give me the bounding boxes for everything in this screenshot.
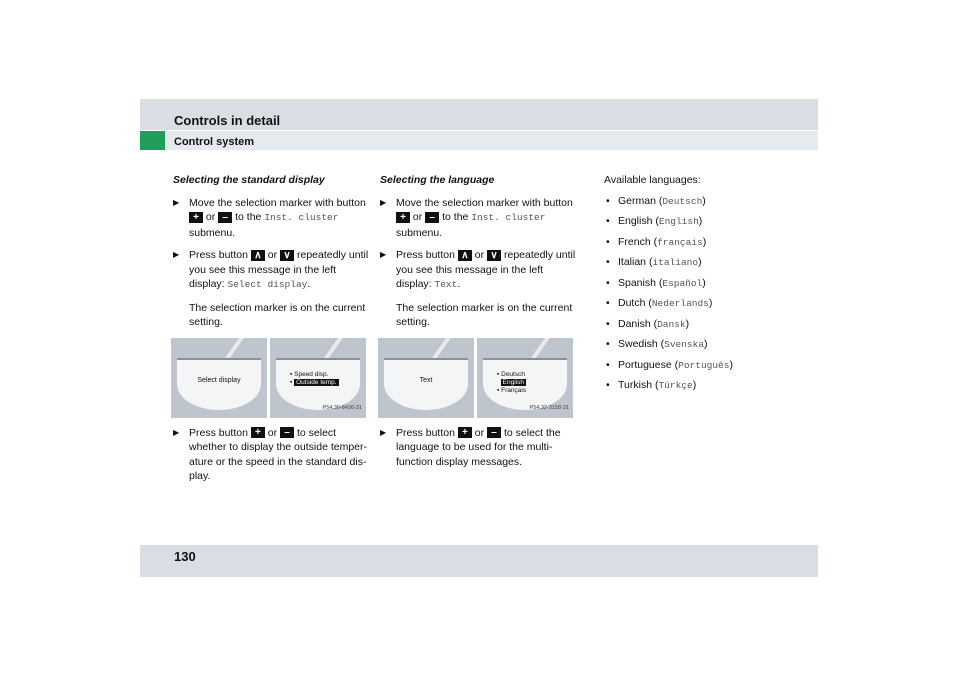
display-panel-right: ▪ Speed disp. ▪ Outside temp. P54.30-8436-31 <box>270 338 366 418</box>
plus-key-icon: + <box>251 427 265 438</box>
list-item: • Dutch (Nederlands) <box>604 296 804 312</box>
display-figure <box>171 338 373 418</box>
step: ▶ Press button ∧ or ∨ repeatedly until you see this message in the left display: Select display. <box>173 248 373 293</box>
step: ▶ Move the selection marker with button + or – to the Inst. cluster submenu. <box>380 196 580 241</box>
section-heading: Selecting the language <box>380 174 495 186</box>
page-number: 130 <box>174 549 196 564</box>
minus-key-icon: – <box>218 212 232 223</box>
column-language <box>380 173 580 477</box>
plus-key-icon: + <box>458 427 472 438</box>
page-title: Controls in detail <box>174 113 281 128</box>
plus-key-icon: + <box>396 212 410 223</box>
minus-key-icon: – <box>425 212 439 223</box>
list-item: • Danish (Dansk) <box>604 317 804 333</box>
step: ▶ Press button + or – to select the language to be used for the multi-function display messages. <box>380 426 580 470</box>
minus-key-icon: – <box>487 427 501 438</box>
plus-key-icon: + <box>189 212 203 223</box>
languages-intro: Available languages: <box>604 174 701 186</box>
display-figure <box>378 338 580 418</box>
up-key-icon: ∧ <box>458 250 472 261</box>
list-item: • Swedish (Svenska) <box>604 337 804 353</box>
step: ▶ Move the selection marker with button + or – to the Inst. cluster submenu. <box>173 196 373 241</box>
list-item: • French (français) <box>604 235 804 251</box>
column-standard-display <box>173 173 373 492</box>
minus-key-icon: – <box>280 427 294 438</box>
note: The selection marker is on the current setting. <box>396 301 573 328</box>
display-panel-right: ▪ Deutsch English ▪ Français P54.32-3158-31 <box>477 338 573 418</box>
display-panel-left: Text <box>378 338 474 418</box>
list-item: • Spanish (Español) <box>604 276 804 292</box>
column-languages-list <box>604 173 804 399</box>
display-panel-left: Select display <box>171 338 267 418</box>
page-subtitle: Control system <box>174 136 255 148</box>
down-key-icon: ∨ <box>487 250 501 261</box>
down-key-icon: ∨ <box>280 250 294 261</box>
up-key-icon: ∧ <box>251 250 265 261</box>
list-item: • English (English) <box>604 214 804 230</box>
list-item: • German (Deutsch) <box>604 194 804 210</box>
list-item: • Turkish (Türkçe) <box>604 378 804 394</box>
note: The selection marker is on the current setting. <box>189 301 366 328</box>
list-item: • Portuguese (Português) <box>604 358 804 374</box>
step: ▶ Press button ∧ or ∨ repeatedly until you see this message in the left display: Text. <box>380 248 580 293</box>
section-heading: Selecting the standard display <box>173 174 325 186</box>
section-marker <box>140 131 165 150</box>
footer-band <box>140 545 818 577</box>
step: ▶ Press button + or – to select whether to display the outside temper-ature or the speed in the standard dis-play. <box>173 426 373 484</box>
list-item: • Italian (italiano) <box>604 255 804 271</box>
